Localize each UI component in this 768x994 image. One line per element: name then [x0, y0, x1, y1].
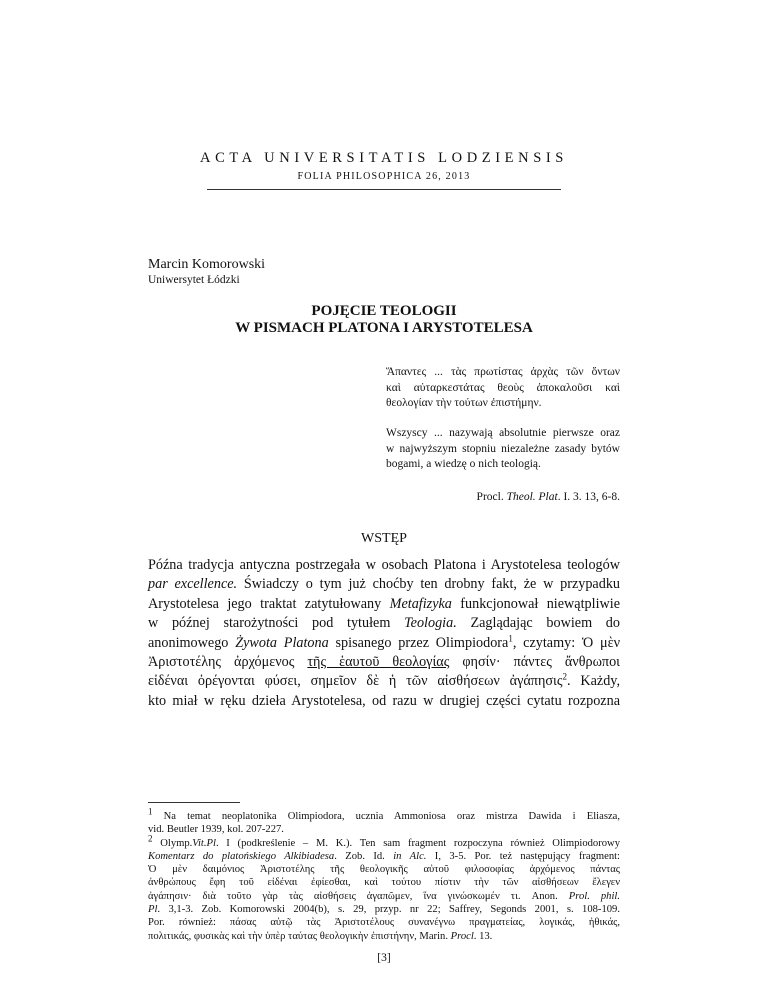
body-line: Późna tradycja antyczna postrzegała w osobach Platona i Arystotelesa teologów	[148, 557, 620, 573]
work-title: Żywota Platona	[235, 634, 329, 651]
footnote-text: . 13.	[473, 930, 493, 942]
footnote-text: πολιτικάς, φυσικὰς καὶ τὴν ὑπὲρ ταύτας θεολογικὴν ἐπιστήνην, Marin.	[148, 930, 451, 942]
work-title: Pl	[148, 904, 158, 916]
journal-series: FOLIA PHILOSOPHICA 26, 2013	[297, 171, 471, 182]
motto-polish-line: bogami, a wiedzę o nich teologią.	[386, 458, 541, 470]
footnote-text: Olymp.	[152, 837, 193, 849]
body-line	[148, 672, 620, 691]
body-line: kto miał w ręku dzieła Arystotelesa, od razu w drugiej części cytatu rozpozna	[148, 692, 620, 709]
motto-greek	[386, 365, 620, 412]
body-text-span: funkcjonował niewątpliwie	[451, 595, 620, 612]
work-title: in Alc.	[393, 850, 427, 862]
body-text-span: . Każdy,	[566, 673, 621, 690]
footnote-line	[148, 930, 620, 943]
footnote-text: Na temat neoplatonika Olimpiodora, ucznia Ammoniosa oraz mistrza Dawida i Eliasza,	[152, 811, 620, 822]
motto-source	[386, 491, 620, 503]
body-line	[148, 614, 620, 633]
body-line	[148, 634, 620, 653]
footnote-text: I, 3-5. Por. też następujący fragment:	[426, 850, 620, 862]
article-title-line1: POJĘCIE TEOLOGII	[311, 303, 457, 319]
footnote-line	[148, 806, 620, 823]
footnote-line	[148, 903, 620, 916]
emphasis: par excellence.	[148, 576, 238, 593]
body-text-span: Arystotelesa jego traktat zatytułowany	[148, 595, 390, 612]
body-text-span: εἰδέναι ὀρέγονται φύσει, σημεῖον δὲ ἡ τῶν αἰσθήσεων ἀγάπησις	[148, 673, 563, 690]
motto-greek-line: Ἅπαντες ... τὰς πρωτίστας ἀρχὰς τῶν ὄντων	[386, 366, 620, 378]
author-affiliation: Uniwersytet Łódzki	[148, 274, 240, 286]
body-text-span: w późnej starożytności pod tytułem	[148, 615, 405, 632]
body-text-span: Ἀριστοτέλης ἀρχόμενος	[148, 654, 308, 671]
work-title: Metafizyka	[389, 595, 452, 612]
body-text-span: spisanego przez Olimpiodora	[328, 634, 509, 651]
work-title: Vit.Pl	[192, 837, 216, 849]
footnote-text: ἀγάπησιν· διὰ τοῦτο γὰρ τὰς αἰσθήσεις ἀγαπῶμεν, ἵνα γινώσκωμέν τι. Anon.	[148, 890, 569, 902]
footnote-line: Ὁ μὲν δαιμόνιος Ἀριστοτέλης τῆς θεολογικῆς αὐτοῦ φιλοσοφίας ἀρχόμενος πάντας	[148, 864, 620, 876]
motto-polish-line: Wszyscy ... nazywają absolutnie pierwsze oraz	[386, 427, 620, 439]
footnote-line	[148, 850, 620, 863]
footnote-line	[148, 833, 620, 850]
page-number: [3]	[377, 952, 391, 964]
work-title: Prol. phil.	[568, 890, 620, 902]
footnote-line: ἀνθρώπους ἔφη τοῦ εἰδέναι ἐφίεσθαι, καὶ τούτου πίστιν τὴν τῶν αἰσθήσεων ἔλεγεν	[148, 877, 620, 889]
body-text-span: Zaglądając bowiem do	[456, 615, 620, 632]
footnote-mark: 2	[148, 833, 153, 844]
motto-greek-line: καὶ αὐταρκεστάτας θεοὺς ἀποκαλοῦσι καὶ	[386, 381, 620, 394]
footnote-ref[interactable]: 2	[562, 671, 567, 682]
body-line	[148, 653, 620, 672]
body-paragraph	[148, 556, 620, 711]
body-text-span: φησίν· πάντες ἄνθρωποι	[449, 654, 621, 671]
section-heading: WSTĘP	[361, 531, 407, 546]
body-text-span: Świadczy o tym już choćby ten drobny fakt, że w przypadku	[237, 576, 621, 593]
motto-polish-line: w najwyższym stopniu niezależne zasady bytów	[386, 442, 620, 455]
motto-source-suffix: . I. 3. 13, 6-8.	[557, 491, 620, 503]
body-line	[148, 595, 620, 614]
article-title-line2: W PISMACH PLATONA I ARYSTOTELESA	[235, 320, 533, 336]
underlined-phrase: τῆς ἑαυτοῦ θεολογίας	[307, 654, 450, 671]
motto-greek-line: θεολογίαν τὴν τούτων ἐπιστήμην.	[386, 397, 542, 409]
motto-source-work: Theol. Plat	[506, 491, 558, 503]
body-text-span: , czytamy: Ὁ μὲν	[512, 634, 620, 651]
header-rule	[207, 189, 561, 190]
body-text-span: anonimowego	[148, 634, 236, 651]
body-line	[148, 575, 620, 594]
author-name: Marcin Komorowski	[148, 257, 266, 272]
work-title: Teologia.	[404, 615, 457, 632]
footnote-text: . I (podkreślenie – M. K.). Ten sam fragment rozpoczyna również Olimpiodorowy	[215, 837, 620, 849]
footnote-line	[148, 890, 620, 903]
footnote-ref[interactable]: 1	[508, 632, 513, 643]
work-title: Procl	[450, 930, 474, 942]
footnote-line: vid. Beutler 1939, kol. 207-227.	[148, 824, 284, 836]
work-title: Komentarz do platońskiego Alkibiadesa	[148, 850, 335, 862]
footnote-mark: 1	[148, 806, 153, 817]
journal-title: ACTA UNIVERSITATIS LODZIENSIS	[200, 150, 568, 166]
footnote-rule	[148, 802, 240, 803]
motto-polish	[386, 426, 620, 473]
footnote-text: . Zob. Id.	[334, 850, 394, 862]
footnote-line: Por. również: πάσας αὐτῷ τὰς Ἀριστοτέλους συνανέγνω πραγματείας, λογικάς, ἠθικάς,	[148, 917, 620, 929]
motto-source-prefix: Procl.	[476, 491, 507, 503]
footnotes	[148, 806, 620, 943]
footnote-text: . 3,1-3. Zob. Komorowski 2004(b), s. 29, przyp. nr 22; Saffrey, Segonds 2001, s. 108-109.	[157, 904, 620, 916]
